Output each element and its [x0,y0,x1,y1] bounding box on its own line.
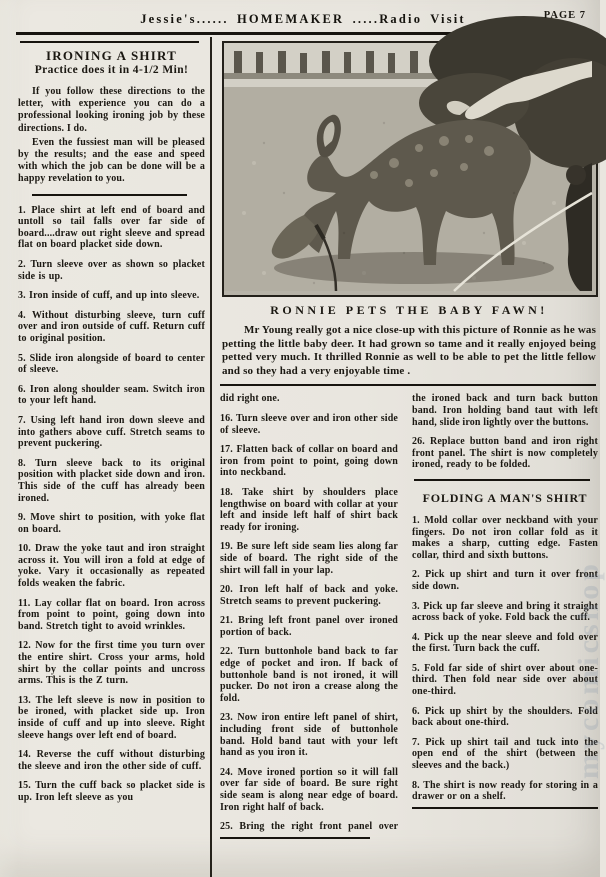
ironing-step: 22. Turn buttonhole band back to far edge of pocket and iron. If back of buttonhole band is not ironed, it will pucker. Do not iron a crease along the fold. [220,646,398,704]
ironing-step: 20. Iron left half of back and yoke. Stretch seams to prevent puckering. [220,584,398,607]
ironing-step: 19. Be sure left side seam lies along far side of board. The right side of the shirt will fall in your lap. [220,541,398,576]
folding-step: 6. Pick up shirt by the shoulders. Fold back about one-third. [412,705,598,729]
ironing-step: 3. Iron inside of cuff, and up into sleeve. [18,290,200,302]
folding-step: 3. Pick up far sleeve and bring it straight across back of yoke. Fold back the cuff. [412,600,598,624]
continuation-line [220,837,370,839]
ironing-intro [18,86,205,186]
ironing-step: 17. Flatten back of collar on board and iron from point to point, going down into neckband. [220,444,398,479]
ironing-step: 23. Now iron entire left panel of shirt, including front side of buttonhole band. Hold band taut with your left hand as you iron it. [220,712,398,759]
steps-column-middle [220,393,398,844]
folding-step: 4. Pick up the near sleeve and fold over the first. Turn back the cuff. [412,631,598,655]
fawn-photo [222,41,598,297]
column-bottom-rule [412,807,598,809]
ironing-step: 4. Without disturbing sleeve, turn cuff over and iron outside of cuff. Return cuff to original position. [18,309,205,344]
intro-paragraph: If you follow these directions to the letter, with experience you can do a professional looking ironing job by these directions. I do. [18,86,205,134]
folding-section-rule [414,479,590,481]
folding-step: 1. Mold collar over neckband with your fingers. Do not iron collar fold as it makes a sharp, cutting edge. Fasten collar, third and sixth buttons. [412,514,598,561]
steps-column-right [412,393,598,844]
ironing-subtitle: Practice does it in 4-1/2 Min! [34,64,189,76]
column-top-rule [20,41,199,43]
ironing-step: 10. Draw the yoke taut and iron straight across it. You will iron a fold at edge of yoke. Vary it occasionally as repeated folds weaken the fabric. [18,543,205,590]
step-text: 25. Bring the right front panel over [220,821,398,833]
ironing-step: 12. Now for the first time you turn over the entire shirt. Cross your arms, hold shirt by the collar points and uncross arms. This is the Z turn. [18,640,205,687]
folding-title: FOLDING A MAN'S SHIRT [422,490,588,505]
ironing-step: 24. Move ironed portion so it will fall over far side of board. Be sure right side seam is along near edge of board. Iron right half of back. [220,766,398,813]
ironing-step: 5. Slide iron alongside of board to center of sleeve. [18,352,205,376]
ironing-step: 7. Using left hand iron down sleeve and into gathers above cuff. Stretch seams to prevent puckering. [18,414,205,450]
ironing-step: 18. Take shirt by shoulders place lengthwise on board with collar at your left and inside left half of shirt back ready for ironing. [220,486,398,533]
folding-step: 7. Pick up shirt tail and tuck into the open end of the shirt (between the sleeves and the back.) [412,736,598,772]
ironing-step: 26. Replace button band and iron right front panel. The shirt is now completely ironed, ready to be folded. [412,436,598,471]
ironing-step: 11. Lay collar flat on board. Iron across from point to point, going down into band. Stretch tight to avoid wrinkles. [18,597,205,632]
photo-caption: RONNIE PETS THE BABY FAWN! [270,303,548,317]
ironing-step: 13. The left sleeve is now in position to be ironed, with placket side up. Iron inside of cuff and up into sleeve. Right sleeve hangs over left end of board. [18,694,205,741]
watermark: mycomicshop [572,560,605,779]
page-number-label: PAGE 7 [543,10,586,21]
intro-divider-rule [32,194,187,196]
ironing-step: 9. Move shirt to position, with yoke flat on board. [18,512,205,535]
ironing-step: 14. Reverse the cuff without disturbing the sleeve and iron the other side of cuff. [18,749,205,772]
folding-step: 2. Pick up shirt and turn it over front side down. [412,569,598,592]
masthead-title: Jessie's...... HOMEMAKER .....Radio Visit [140,12,466,26]
folding-step: 5. Fold far side of shirt over about one-third. Then fold near side over about one-third. [412,662,598,698]
intro-paragraph: Even the fussiest man will be pleased by the results; and the ease and speed with which the job can be done will be a happy revelation to you. [18,136,205,185]
page-header [14,8,592,30]
ironing-step: 2. Turn sleeve over as shown so placket side is up. [18,259,205,282]
ironing-article-column [14,35,210,877]
folding-step: 8. The shirt is now ready for storing in a drawer or on a shelf. [412,779,598,803]
ironing-step: 8. Turn sleeve back to its original position with placket side down and iron. This side of the cuff has already been ironed. [18,457,205,504]
ironing-step [220,821,398,844]
photo-and-steps-region [212,35,602,877]
photo-story: Mr Young really got a nice close-up with this picture of Ronnie as he was petting the little baby deer. It had grown so tame and it really enjoyed being petted very much. It thrilled Ronnie as well to be able to pet the little fellow and so they had a very enjoyable time . [222,324,596,377]
ironing-step: 21. Bring left front panel over ironed portion of back. [220,615,398,638]
ironing-title: IRONING A SHIRT [46,48,177,63]
ironing-step: 16. Turn sleeve over and iron other side of sleeve. [220,412,398,436]
continued-text: the ironed back and turn back button band. Iron holding band taut with left hand, slide iron lightly over the buttons. [412,393,598,428]
photo-section-rule [220,384,596,386]
ironing-step: 15. Turn the cuff back so placket side is up. Iron left sleeve as you [18,780,205,803]
ironing-step: 1. Place shirt at left end of board and untoll so tail falls over far side of board....draw out right sleeve and spread flat on board placket side down. [18,204,205,251]
continued-text: did right one. [220,393,280,405]
ironing-step: 6. Iron along shoulder seam. Switch iron to your left hand. [18,383,205,407]
